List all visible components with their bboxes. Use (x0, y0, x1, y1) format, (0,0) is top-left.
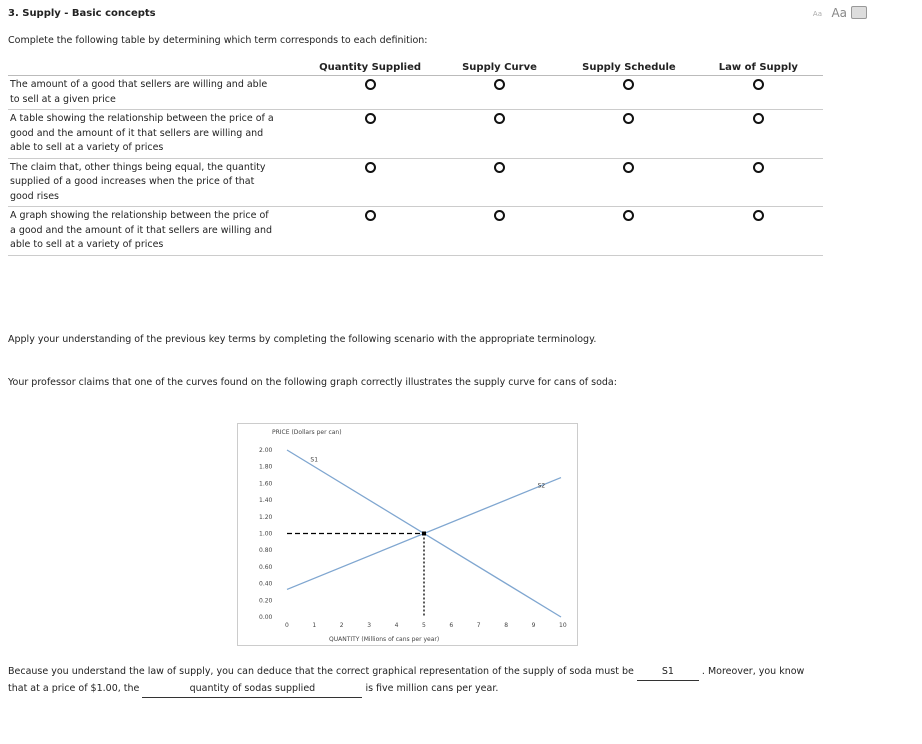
col-quantity-supplied: Quantity Supplied (305, 60, 435, 76)
graph-frame (238, 424, 578, 646)
small-font-button[interactable]: Aa (812, 10, 822, 18)
radio[interactable] (623, 162, 634, 173)
answer-dropdown-2[interactable]: quantity of sodas supplied (142, 681, 362, 698)
y-axis-label: PRICE (Dollars per can) (272, 429, 342, 436)
table-row (8, 76, 823, 110)
col-supply-curve: Supply Curve (435, 60, 564, 76)
radio[interactable] (365, 210, 376, 221)
x-tick-label: 1 (312, 622, 317, 629)
definition: The amount of a good that sellers are willing and able to sell at a given price (8, 76, 305, 110)
y-tick-label: 1.80 (259, 463, 273, 471)
y-tick-label: 1.20 (259, 513, 273, 521)
y-tick-label: 0.80 (259, 547, 273, 555)
terms-table (8, 60, 823, 256)
y-tick-label: 1.60 (259, 480, 273, 488)
equilibrium-point (422, 532, 426, 536)
radio[interactable] (753, 113, 764, 124)
y-tick-label: 1.40 (259, 497, 273, 505)
table-row (8, 207, 823, 256)
y-tick-label: 0.20 (259, 597, 273, 605)
radio[interactable] (365, 79, 376, 90)
radio[interactable] (494, 79, 505, 90)
apply-text: Apply your understanding of the previous key terms by completing the following scenario with the appropriate terminology. (8, 334, 597, 345)
radio[interactable] (494, 210, 505, 221)
x-tick-label: 7 (476, 622, 481, 629)
radio[interactable] (494, 113, 505, 124)
x-tick-label: 0 (285, 622, 289, 629)
x-axis-label: QUANTITY (Millions of cans per year) (329, 636, 440, 643)
x-tick-label: 10 (559, 622, 567, 629)
y-tick-label: 1.00 (259, 530, 273, 538)
conclusion-part3: is five million cans per year. (365, 683, 499, 694)
series-label-s2: S2 (537, 482, 546, 490)
x-tick-label: 9 (531, 622, 536, 629)
answer-dropdown-1[interactable]: S1 (637, 664, 699, 681)
col-supply-schedule: Supply Schedule (564, 60, 694, 76)
section-title: 3. Supply - Basic concepts (8, 8, 156, 19)
radio[interactable] (623, 79, 634, 90)
conclusion-part1: Because you understand the law of supply, you can deduce that the correct graphical representation of the supply of soda must be (8, 666, 634, 677)
radio[interactable] (623, 113, 634, 124)
y-tick-label: 0.00 (259, 614, 273, 621)
x-tick-label: 3 (367, 622, 372, 629)
printer-icon[interactable] (851, 6, 867, 19)
x-tick-label: 4 (394, 622, 399, 629)
definition: A graph showing the relationship between the price of a good and the amount of it that sellers are willing and able to sell at a variety of prices (8, 207, 305, 256)
conclusion (8, 664, 818, 698)
y-tick-label: 0.40 (259, 580, 273, 588)
radio[interactable] (365, 113, 376, 124)
radio[interactable] (623, 210, 634, 221)
table-row (8, 110, 823, 159)
table-row (8, 158, 823, 207)
definition: The claim that, other things being equal, the quantity supplied of a good increases when the price of that good rises (8, 158, 305, 207)
large-font-button[interactable]: Aa (831, 6, 847, 20)
x-tick-label: 2 (339, 622, 344, 629)
series-label-s1: S1 (310, 456, 319, 464)
radio[interactable] (753, 162, 764, 173)
x-tick-label: 5 (422, 622, 426, 629)
radio[interactable] (753, 210, 764, 221)
professor-text: Your professor claims that one of the curves found on the following graph correctly illustrates the supply curve for cans of soda: (8, 377, 617, 388)
supply-graph (237, 423, 578, 646)
col-law-of-supply: Law of Supply (694, 60, 823, 76)
x-tick-label: 8 (504, 622, 509, 629)
y-tick-label: 0.60 (259, 563, 273, 571)
definition: A table showing the relationship between the price of a good and the amount of it that sellers are willing and able to sell at a variety of prices (8, 110, 305, 159)
radio[interactable] (365, 162, 376, 173)
instructions: Complete the following table by determining which term corresponds to each definition: (8, 35, 428, 46)
radio[interactable] (753, 79, 764, 90)
y-tick-label: 2.00 (259, 447, 273, 454)
x-tick-label: 6 (449, 622, 454, 629)
radio[interactable] (494, 162, 505, 173)
conclusion-part2: . Moreover, you know that at a price of $1.00, the (8, 666, 805, 694)
